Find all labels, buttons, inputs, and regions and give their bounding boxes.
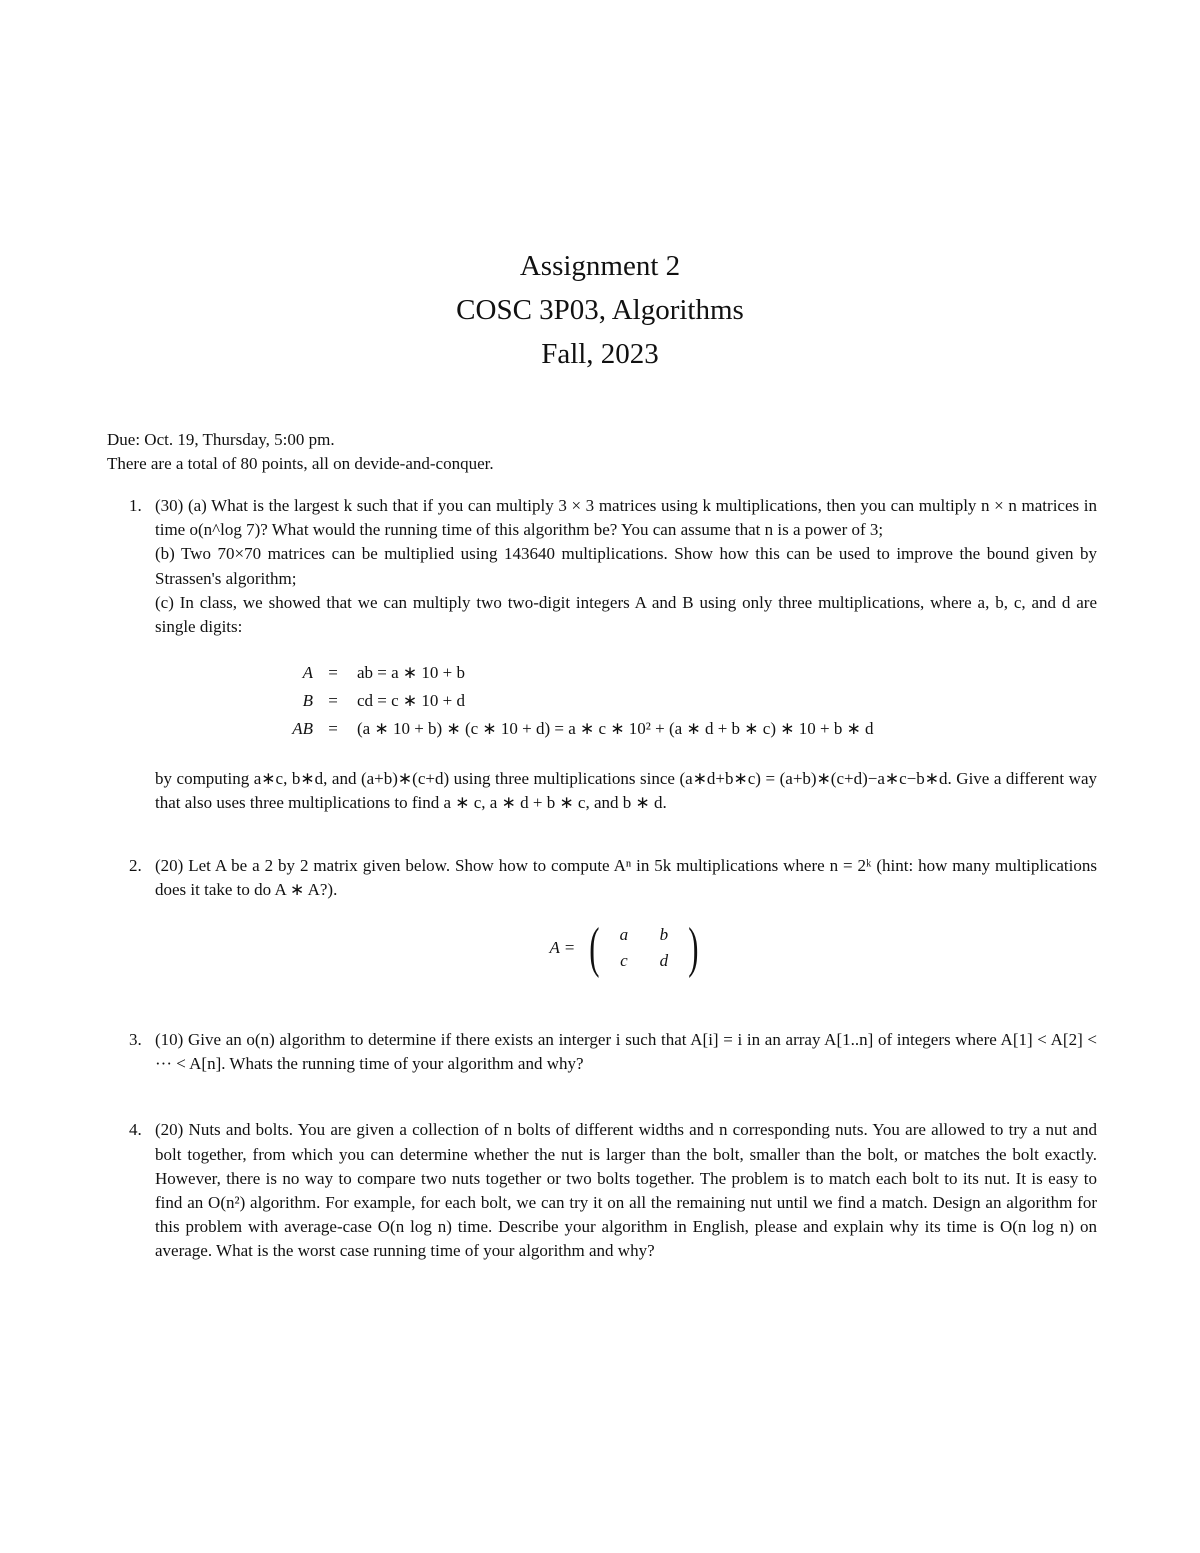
matrix-cell: a [619, 925, 629, 945]
problem-list [107, 494, 1097, 1264]
equation-rel: = [328, 691, 338, 711]
problem-1-part-a: (30) (a) What is the largest k such that if you can multiply 3 × 3 matrices using k multiplications, then you can multiply n × n matrices in time o(n^log 7)? What would the running time of this algorithm be? You can assume that n is a power of 3; [155, 496, 1097, 540]
problem-number: 4. [129, 1120, 142, 1140]
problem-4-text: (20) Nuts and bolts. You are given a collection of n bolts of different widths and n corresponding nuts. You are allowed to try a nut and bolt together, from which you can determine whether the nut is larger than the bolt, smaller than the bolt, or matches the bolt exactly. However, there is no way to compare two nuts together or two bolts together. The problem is to match each bolt to its nut. It is easy to find an O(n²) algorithm. For example, for each bolt, we can try it on all the remaining nut until we find a match. Design an algorithm for this problem with average-case O(n log n) time. Describe your algorithm in English, please and explain why its time is O(n log n) on average. What is the worst case running time of your algorithm and why? [155, 1120, 1097, 1261]
title-course: COSC 3P03, Algorithms [456, 294, 744, 326]
matrix-lhs: A = [549, 937, 576, 957]
matrix-grid [604, 923, 684, 973]
due-date: Due: Oct. 19, Thursday, 5:00 pm. [107, 430, 335, 449]
matrix-definition [155, 917, 1097, 980]
title-assignment: Assignment 2 [519, 250, 681, 282]
right-paren-icon: ) [688, 917, 699, 980]
equation-rhs: cd = c ∗ 10 + d [357, 691, 466, 711]
equation-lhs: A [302, 663, 313, 683]
equation-rhs: (a ∗ 10 + b) ∗ (c ∗ 10 + d) = a ∗ c ∗ 10² + (a ∗ d + b ∗ c) ∗ 10 + b ∗ d [357, 719, 874, 739]
problem-3 [107, 1028, 1097, 1076]
problem-4 [107, 1118, 1097, 1263]
points-total: There are a total of 80 points, all on devide-and-conquer. [107, 454, 494, 473]
document-title [0, 244, 1200, 376]
left-paren-icon: ( [589, 917, 600, 980]
problem-1 [107, 494, 1097, 816]
matrix-cell: c [620, 951, 628, 971]
equation-lhs: AB [292, 719, 313, 739]
matrix-cell: b [659, 925, 669, 945]
problem-number: 1. [129, 496, 142, 515]
equation-rel: = [328, 719, 338, 739]
problem-2 [107, 854, 1097, 980]
assignment-meta [107, 428, 1097, 476]
problem-number: 2. [129, 855, 142, 875]
equation-lhs: B [302, 691, 313, 711]
equation-rel: = [328, 663, 338, 683]
matrix-cell: d [659, 951, 669, 971]
problem-3-text: (10) Give an o(n) algorithm to determine if there exists an interger i such that A[i] = i in an array A[1..n] of integers where A[1] < A[2] < ··· < A[n]. Whats the running time of your algorithm and why? [155, 1030, 1097, 1074]
title-term: Fall, 2023 [541, 338, 659, 370]
problem-1-part-b: (b) Two 70×70 matrices can be multiplied using 143640 multiplications. Show how this can be used to improve the bound given by Strassen's algorithm; [155, 544, 1097, 588]
problem-1-followup: by computing a∗c, b∗d, and (a+b)∗(c+d) using three multiplications since (a∗d+b∗c) = (a+b)∗(c+d)−a∗c−b∗d. Give a different way that also uses three multiplications to find a ∗ c, a ∗ d + b ∗ c, and b ∗ d. [155, 769, 1097, 813]
problem-2-text: (20) Let A be a 2 by 2 matrix given below. Show how to compute Aⁿ in 5k multiplications where n = 2ᵏ (hint: how many multiplications does it take to do A ∗ A?). [155, 855, 1097, 899]
equation-block [155, 661, 1097, 741]
equation-rhs: ab = a ∗ 10 + b [357, 663, 466, 683]
problem-1-part-c: (c) In class, we showed that we can multiply two two-digit integers A and B using only three multiplications, where a, b, c, and d are single digits: [155, 592, 1097, 637]
problem-number: 3. [129, 1030, 142, 1050]
